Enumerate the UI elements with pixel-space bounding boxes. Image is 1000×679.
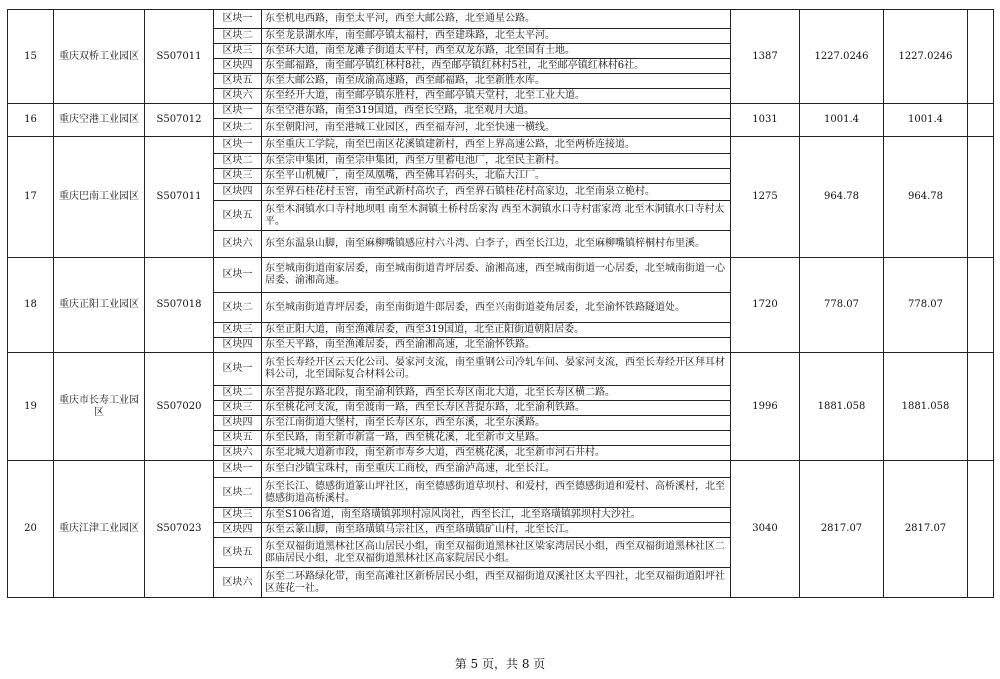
block-label: 区块五 [214, 74, 262, 89]
block-label: 区块三 [214, 169, 262, 184]
block-label: 区块三 [214, 508, 262, 523]
park-name: 重庆市长寿工业园区 [54, 353, 145, 461]
block-boundary: 东至双福街道黑林社区高山居民小组，南至双福街道黑林社区梁家湾居民小组，西至双福街道黑林社区二郎庙居民小组，北至双福街道黑林社区高家院居民小组。 [262, 538, 731, 568]
block-boundary: 东至白沙镇宝珠村，南至重庆工商校，西至渝泸高速，北至长江。 [262, 461, 731, 478]
block-boundary: 东至龙景湖水库，南至邮亭镇太福村，西至建珠路，北至太平河。 [262, 29, 731, 44]
block-label: 区块四 [214, 59, 262, 74]
block-label: 区块二 [214, 119, 262, 137]
block-boundary: 东至S106省道，南至珞璜镇郭坝村凉风岗社，西至长江，北至珞璜镇郭坝村大沙社。 [262, 508, 731, 523]
park-value-2: 1881.058 [800, 353, 884, 461]
park-value-3: 1001.4 [884, 104, 968, 137]
block-label: 区块六 [214, 89, 262, 104]
block-boundary: 东至桃花河支流，南至渡南一路，西至长寿区菩提东路，北至渝利铁路。 [262, 401, 731, 416]
block-boundary: 东至东温泉山脚，南至麻柳嘴镇感应村六斗湾、白李子，西至长江边，北至麻柳嘴镇梓桐村布里溪。 [262, 231, 731, 258]
block-boundary: 东至重庆工学院，南至巴南区花溪镇建新村，西至上界高速公路，北至两桥连接道。 [262, 137, 731, 154]
block-label: 区块一 [214, 104, 262, 119]
park-value-2: 1001.4 [800, 104, 884, 137]
park-code: S507018 [145, 258, 214, 353]
block-boundary: 东至民路，南至新市新富一路，西至桃花溪，北至新市文星路。 [262, 431, 731, 446]
park-value-1: 1275 [731, 137, 800, 258]
park-name: 重庆双桥工业园区 [54, 10, 145, 104]
page-footer: 第 5 页，共 8 页 [454, 657, 546, 671]
park-number: 16 [8, 104, 54, 137]
park-remark [968, 353, 994, 461]
park-value-3: 1227.0246 [884, 10, 968, 104]
block-boundary: 东至宗申集团，南至宗申集团，西至万里蓄电池厂，北至民主新村。 [262, 154, 731, 169]
table-row [8, 461, 994, 478]
block-boundary: 东至朝阳河，南至港城工业园区，西至福寿河，北至快速一横线。 [262, 119, 731, 137]
park-number: 19 [8, 353, 54, 461]
block-boundary: 东至邮福路，南至邮亭镇红林村8社，西至邮亭镇红林村5社，北至邮亭镇红林村6社。 [262, 59, 731, 74]
block-boundary: 东至大邮公路，南至成渝高速路，西至邮福路，北至新胜水库。 [262, 74, 731, 89]
block-boundary: 东至江南街道大堡村，南至长寿区东，西至东溪，北至东溪路。 [262, 416, 731, 431]
park-value-2: 964.78 [800, 137, 884, 258]
parks-table [7, 9, 994, 598]
block-label: 区块四 [214, 523, 262, 538]
block-boundary: 东至经开大道，南至邮亭镇东胜村，西至邮亭镇天堂村，北至工业大道。 [262, 89, 731, 104]
park-remark [968, 137, 994, 258]
block-label: 区块二 [214, 154, 262, 169]
block-label: 区块二 [214, 29, 262, 44]
park-value-1: 1387 [731, 10, 800, 104]
park-name: 重庆巴南工业园区 [54, 137, 145, 258]
block-boundary: 东至环大道，南至龙滩子街道太平村，西至双龙东路，北至国有土地。 [262, 44, 731, 59]
park-remark [968, 104, 994, 137]
park-value-2: 1227.0246 [800, 10, 884, 104]
block-boundary: 东至二环路绿化带，南至高滩社区新桥居民小组，西至双福街道双溪社区太平四社，北至双福街道阳坪社区莲花一社。 [262, 568, 731, 598]
block-boundary: 东至平山机械厂，南至凤凰嘴，西至佛耳岩码头，北临大江厂。 [262, 169, 731, 184]
block-label: 区块五 [214, 431, 262, 446]
block-label: 区块三 [214, 44, 262, 59]
block-label: 区块四 [214, 184, 262, 201]
park-code: S507011 [145, 137, 214, 258]
park-value-1: 1031 [731, 104, 800, 137]
block-boundary: 东至城南街道青坪居委，南至南街道牛郎居委，西至兴南街道菱角居委，北至渝怀铁路隧道处。 [262, 293, 731, 323]
block-label: 区块二 [214, 293, 262, 323]
block-label: 区块六 [214, 568, 262, 598]
park-code: S507023 [145, 461, 214, 598]
park-number: 17 [8, 137, 54, 258]
block-boundary: 东至菩提东路北段，南至渝利铁路，西至长寿区南北大道，北至长寿区横二路。 [262, 386, 731, 401]
park-value-1: 1996 [731, 353, 800, 461]
block-label: 区块二 [214, 478, 262, 508]
park-code: S507011 [145, 10, 214, 104]
block-label: 区块五 [214, 538, 262, 568]
park-remark [968, 10, 994, 104]
park-value-3: 964.78 [884, 137, 968, 258]
park-value-3: 2817.07 [884, 461, 968, 598]
table-row [8, 10, 994, 29]
park-value-1: 1720 [731, 258, 800, 353]
block-boundary: 东至正阳大道，南至渔滩居委，西至319国道，北至正阳街道朝阳居委。 [262, 323, 731, 338]
park-value-3: 778.07 [884, 258, 968, 353]
block-boundary: 东至长江、德感街道篆山坪社区，南至德感街道草坝村、和爱村，西至德感街道和爱村、高桥溪村，北至德感街道高桥溪村。 [262, 478, 731, 508]
block-boundary: 东至木洞镇水口寺村地坝咀 南至木洞镇土桥村岳家沟 西至木洞镇水口寺村雷家湾 北至木洞镇水口寺村太平。 [262, 201, 731, 231]
block-label: 区块六 [214, 231, 262, 258]
park-code: S507012 [145, 104, 214, 137]
block-boundary: 东至北城大道新市段，南至新市寿乡大道，西至桃花溪，北至新市河石井村。 [262, 446, 731, 461]
block-label: 区块一 [214, 258, 262, 293]
park-remark [968, 258, 994, 353]
block-label: 区块一 [214, 461, 262, 478]
park-number: 15 [8, 10, 54, 104]
park-value-1: 3040 [731, 461, 800, 598]
park-number: 20 [8, 461, 54, 598]
park-value-2: 778.07 [800, 258, 884, 353]
park-name: 重庆空港工业园区 [54, 104, 145, 137]
block-label: 区块一 [214, 137, 262, 154]
table-body [8, 10, 994, 598]
table-row [8, 137, 994, 154]
block-boundary: 东至长寿经开区云天化公司、晏家河支流，南至重钢公司冷轧车间、晏家河支流，西至长寿经开区拜耳材料公司，北至国际复合材料公司。 [262, 353, 731, 386]
block-label: 区块一 [214, 353, 262, 386]
park-remark [968, 461, 994, 598]
park-name: 重庆正阳工业园区 [54, 258, 145, 353]
park-number: 18 [8, 258, 54, 353]
block-boundary: 东至空港东路，南至319国道，西至长空路，北至观月大道。 [262, 104, 731, 119]
table-row [8, 258, 994, 293]
block-label: 区块一 [214, 10, 262, 29]
block-boundary: 东至云篆山脚，南至珞璜镇马宗社区，西至珞璜镇矿山村，北至长江。 [262, 523, 731, 538]
block-boundary: 东至界石桂花村玉窖，南至武新村高坎子，西至界石镇桂花村高家边，北至南泉立桅村。 [262, 184, 731, 201]
table-row [8, 353, 994, 386]
park-name: 重庆江津工业园区 [54, 461, 145, 598]
table-row [8, 104, 994, 119]
block-boundary: 东至机电西路，南至太平河，西至大邮公路，北至通星公路。 [262, 10, 731, 29]
block-label: 区块四 [214, 416, 262, 431]
park-value-3: 1881.058 [884, 353, 968, 461]
block-label: 区块三 [214, 401, 262, 416]
park-value-2: 2817.07 [800, 461, 884, 598]
block-label: 区块五 [214, 201, 262, 231]
block-label: 区块四 [214, 338, 262, 353]
block-boundary: 东至天平路，南至渔滩居委，西至渝湘高速，北至渝怀铁路。 [262, 338, 731, 353]
block-label: 区块三 [214, 323, 262, 338]
block-boundary: 东至城南街道南家居委，南至城南街道青坪居委、渝湘高速，西至城南街道一心居委，北至城南街道一心居委、渝湘高速。 [262, 258, 731, 293]
park-code: S507020 [145, 353, 214, 461]
block-label: 区块二 [214, 386, 262, 401]
block-label: 区块六 [214, 446, 262, 461]
